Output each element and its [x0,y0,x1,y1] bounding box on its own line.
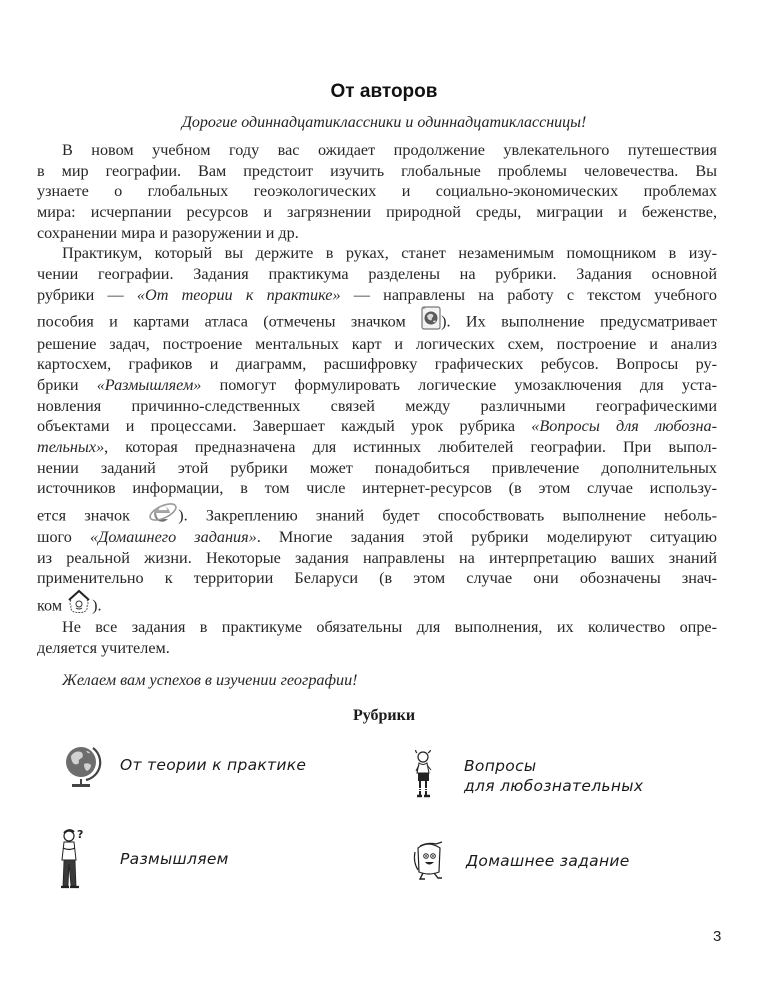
rubric-questions-for-curious [412,750,643,802]
globe-icon [62,742,104,788]
text-run: помогут формулировать логические умозаключения для уста- [201,375,717,394]
text-line [37,416,717,437]
text-run: — направлены на работу с текстом учебного [340,285,718,304]
rubric-reference: «Размышляем» [96,375,202,394]
text-run: ). Закреплению знаний будет способствовать выполнение неболь- [178,506,717,525]
text-line: новления причинно-следственных связей между различными географическими [37,396,717,415]
text-line: деляется учителем. [37,638,170,657]
text-line: мира: исчерпании ресурсов и загрязнении природной среды, миграции и беженстве, [37,203,717,222]
intro-text [37,140,717,691]
rubric-reference: тельных» [37,437,105,456]
text-run: брики [37,375,97,394]
text-line [37,437,717,458]
text-line: применительно к территории Беларуси (в этом случае они обозначены знач- [37,569,717,588]
rubric-label: От теории к практике [120,756,307,774]
closing-wish: Желаем вам успехов в изучении географии! [62,671,358,690]
rubric-label: Домашнее задание [466,852,630,870]
rubric-label-group [464,756,643,796]
text-run: ). [92,596,102,615]
rubric-reference: «Вопросы для любозна- [531,417,717,436]
text-line [37,527,717,548]
rubric-label: Размышляем [120,850,229,868]
text-run: ком [37,596,67,615]
text-line: чении географии. Задания практикума разделены на рубрики. Задания основной [37,265,717,284]
text-line: Не все задания в практикуме обязательны для выполнения, их количество опре- [62,618,717,637]
text-run: , которая предназначена для истинных любителей географии. При выпол- [104,437,717,456]
text-line [37,589,717,617]
page-number: 3 [713,928,722,945]
text-line [37,285,717,306]
text-run: ется значок [37,506,149,525]
rubric-theory-to-practice [62,742,306,788]
text-run: шого [37,528,91,546]
text-run: пособия и картами атласа (отмечены значком [37,312,422,331]
text-line: источников информации, в том числе интернет-ресурсов (в этом случае использу- [37,479,717,498]
backpack-character-icon [412,840,448,882]
rubric-reflecting [58,826,229,892]
text-line [37,499,717,527]
greeting: Дорогие одиннадцатиклассники и одиннадцатиклассницы! [181,114,587,131]
curious-girl-icon [412,750,436,802]
rubrics-heading: Рубрики [352,707,416,724]
rubric-reference: «Домашнего задания» [90,528,257,546]
text-run: . Многие задания этой рубрики моделируют ситуацию [256,528,718,546]
svg-text:?: ? [77,828,84,841]
text-line: картосхем, графиков и диаграмм, расшифровку графических ребусов. Вопросы ру- [37,355,717,374]
thinking-boy-icon [58,826,88,892]
page-title: От авторов [330,81,438,102]
text-line: решение задач, построение ментальных карт и логических схем, построение и анализ [37,334,717,353]
text-line: в мир географии. Вам предстоит изучить глобальные проблемы человечества. Вы [37,161,717,180]
rubric-reference: «От теории к практике» [136,285,341,304]
text-line: узнаете о глобальных геоэкологических и социально-экономических проблемах [37,182,717,201]
text-line: из реальной жизни. Некоторые задания направлены на интерпретацию ваших знаний [37,548,717,567]
text-line: Практикум, который вы держите в руках, станет незаменимым помощником в изу- [62,244,717,263]
rubric-label-line: Вопросы [464,757,537,775]
text-run: ). Их выполнение предусматривает [441,312,717,331]
text-run: рубрики — [37,285,137,304]
text-line [37,306,717,334]
rubric-homework [412,840,630,882]
rubric-label-line: для любознательных [464,777,644,795]
text-line: сохранении мира и разоружении и др. [37,223,299,242]
text-run: объектами и процессами. Завершает каждый урок рубрика [37,417,532,436]
text-line: В новом учебном году вас ожидает продолжение увлекательного путешествия [62,141,717,159]
text-line: нении заданий этой рубрики может понадобиться привлечение дополнительных [37,458,717,477]
text-line [37,375,717,396]
